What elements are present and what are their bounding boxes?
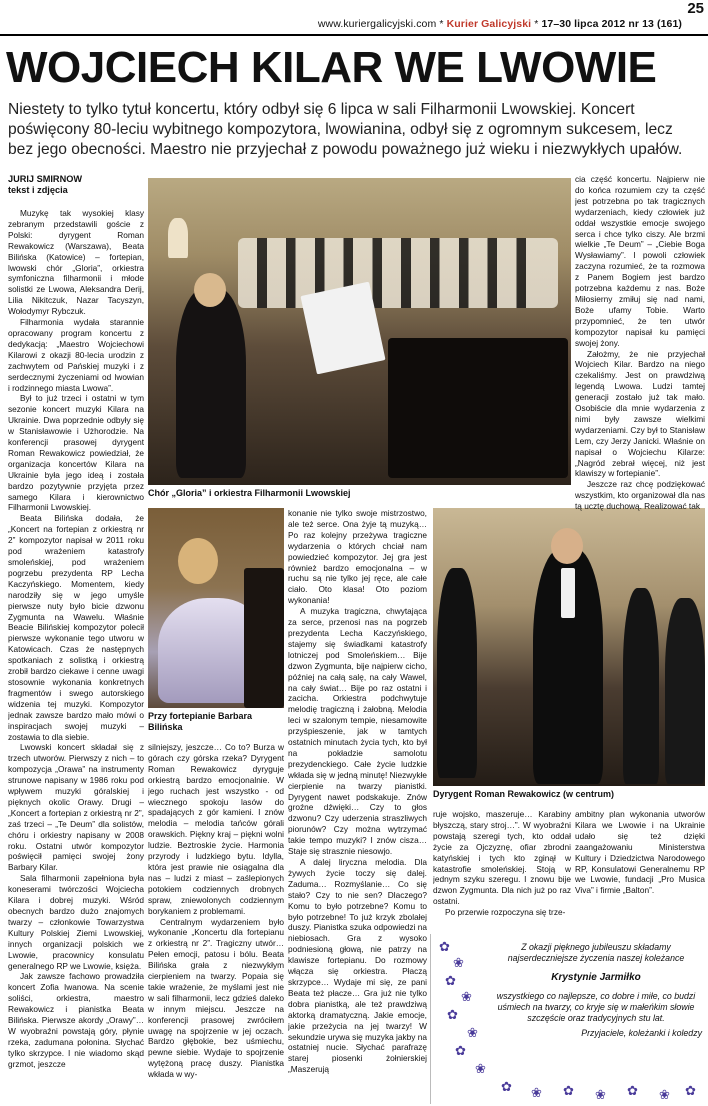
photo-shape xyxy=(176,288,246,478)
photo-caption: Przy fortepianie Barbara Bilińska xyxy=(148,711,253,732)
paragraph: Założmy, że nie przyjechał Wojciech Kilar. Bardzo na niego czekaliśmy. Jest on prawdziwą legendą Lwowa. Ludzi tamtej generacji zostało już tak mało. Osobiście dla mnie wydarzenia z nimi były zawsze wielkimi wydarzeniami. Czy był to Stanisław Lem, czy Jerzy Janicki. Właśnie on napisał o Wojciechu Kilarze: „Nagród zebrał więcej, niż jest klawiszy w fortepianie”. xyxy=(575,348,705,479)
greeting-signature: Przyjaciele, koleżanki i koledzy xyxy=(581,1028,702,1038)
paragraph: Jak zawsze fachowo prowadziła koncert Zofia Iwanowa. Na scenie soliści, orkiestra, maestro Rewakowicz i pianistka Beata Bilińska. Pierwsze akordy „Orawy”… W wyobraźni powstają góry, płynie rzeka, zadumana połonina. Słychać tylko skrzypce. I nie wiadomo skąd grzmot, jeszcze xyxy=(8,971,144,1069)
photo-shape xyxy=(623,588,659,784)
greeting-intro: Z okazji pięknego jubileuszu składamy najserdeczniejsze życzenia naszej koleżance xyxy=(507,942,685,963)
text-column-2 xyxy=(288,508,427,1103)
header-brand: Kurier Galicyjski xyxy=(446,18,532,30)
paragraph: Filharmonia wydała starannie opracowany program koncertu z dedykacją: „Maestro Wojciechowi Kilarowi z okazji 80-lecia urodzin z zachwytem od Pańskiej muzyki i z serdecznymi życzeniami od lwowian i rodzinnego miasta Lwowa”. xyxy=(8,317,144,393)
flower-ornament-icon: ❀ xyxy=(531,1085,542,1100)
photo-shape xyxy=(238,238,558,308)
flower-ornament-icon: ✿ xyxy=(455,1043,466,1058)
flower-ornament-icon: ✿ xyxy=(501,1079,512,1094)
photo-shape xyxy=(561,568,575,618)
byline-role: tekst i zdjęcia xyxy=(8,185,68,195)
greeting-text xyxy=(490,942,702,1039)
flower-ornament-icon: ❀ xyxy=(475,1061,486,1076)
running-header xyxy=(0,18,682,30)
paragraph: Sala filharmonii zapełniona była koneserami twórczości Wojciecha Kilara i dobrej muzyki. Wśród obecnych bardzo dużo znajomych twarzy – członkowie Towarzystwa Kultury Polskiej Ziemi Lwowskiej, innych organizacji polskich we Lwowie, pracownicy konsulatu generalnego RP we Lwowie, księża. xyxy=(8,873,144,971)
paragraph: A dalej liryczna melodia. Dla żywych życie toczy się dalej. Zaduma… Rozmyślanie… Co się stało? Czy to nie sen? Dlaczego? Komu to było potrzebne? Komu to było potrzebne! To już krzyk zbolałej duszy. Pianistka szuka odpowiedzi na niebiosach. Gra z wysoko podniesioną głową, nie patrzy na klawisze fortepianu. Do rozmowy włącza się orkiestra. Płaczą skrzypce… Wydaje mi się, ze pani Beata też płacze… Gra już nie tylko dobra pianistką, ale też prawdziwą aktorką dramatyczną. Jakie emocje, jakie przeżycia na jej twarzy! W sekundzie urywa się muzyka jakby na ostatniej nucie. Słychać parafrazę starej piosenki żołnierskiej „Maszerują xyxy=(288,857,427,1075)
paragraph: Po przerwie rozpoczyna się trze- xyxy=(445,907,566,918)
photo-shape xyxy=(194,273,226,307)
photo-shape xyxy=(665,598,705,784)
flower-ornament-icon: ✿ xyxy=(447,1007,458,1022)
photo-choir-orchestra xyxy=(148,178,571,485)
flower-ornament-icon: ❀ xyxy=(595,1087,606,1102)
article-title: WOJCIECH KILAR WE LWOWIE xyxy=(6,43,657,92)
flower-ornament-icon: ✿ xyxy=(439,939,450,954)
photo-shape xyxy=(388,338,568,478)
photo-pianist xyxy=(148,508,284,708)
paragraph: ambitny plan wykonania utworów Kilara we Lwowie i na Ukrainie udało się też dzięki zaangażowaniu Ministerstwa Kultury i Dziedzictwa Narodowego RP, Konsulatowi Generalnemu RP we Lwowie, fundacji „Pro Musica Viva” i firmie „Balton”. xyxy=(575,809,705,896)
paragraph: Był to już trzeci i ostatni w tym sezonie koncert muzyki Kilara na Ukrainie. Dwa poprzednie odbyły się w Stanisławowie i Użhorodzie. Na konferencji prasowej dyrygent Roman Rewakowicz powiedział, że organizacja koncertów Kilara na Ukrainie była jego ideą i została bardzo pozytywnie przyjęta przez samego Kilara i kierownictwo Filharmonii Lwowskiej. xyxy=(8,393,144,513)
photo-caption: Dyrygent Roman Rewakowicz (w centrum) xyxy=(433,789,615,799)
paragraph: konanie nie tylko swoje mistrzostwo, ale też serce. Ona żyje tą muzyką… Po raz kolejny przeżywa tragiczne wydarzenia o których chciał nam powiedzieć kompozytor. Jej gra jest również bardzo emocjonalna – w ruchu są nie tylko jej ręce, ale całe ciało. Oto klasa! Oto poziom wykonania! xyxy=(288,508,427,606)
paragraph: Beata Bilińska dodała, że „Koncert na fortepian z orkiestrą nr 2” kompozytor napisał w 2011 roku pod wrażeniem katastrofy smoleńskiej, pod wrażeniem pogrzebu prezydenta RP Lecha Kaczyńskiego. Momentem, kiedy narodziły się w jego umyśle pierwsze nuty było bicie dzwonu Zygmunta na Wawelu. Właśnie Beacie Bilińskiej kompozytor polecił pierwsze wykonanie tego utworu w Katowicach. Czas że następnych spotkaniach z solistką i orkiestrą zrobił bardzo ciekawe i cenne uwagi stosownie wykonania konkretnych fragmentów i swego autorskiego widzenia tej muzyki. Kompozytor jednak zawsze bardzo mało mówi o inspiracjach swojej muzyki – zostawia to dla siebie. xyxy=(8,513,144,742)
page-number: 25 xyxy=(687,0,704,17)
flower-ornament-icon: ✿ xyxy=(563,1083,574,1098)
greeting-name: Krystynie Jarmiłko xyxy=(551,972,641,983)
greeting-wishes: wszystkiego co najlepsze, co dobre i miłe, co budzi uśmiech na twarzy, co kryje się w małeńkim słowie szczęście oraz tradycyjnych stu lat. xyxy=(496,991,696,1023)
paragraph: Jeszcze raz chcę podziękować wszystkim, kto organizował dla nas tą ucztę duchową. Realizować tak xyxy=(575,479,705,512)
photo-shape xyxy=(244,568,284,708)
flower-ornament-icon: ❀ xyxy=(461,989,472,1004)
paragraph: ruje wojsko, maszeruje… Karabiny błyszczą, stary stroj…”. W wyobraźni powstają szeregi tych, kto oddał życie za Ojczyznę, ofiar zbrodni katyńskiej i tych kto zginął w katastrofie smoleńskiej. Stoją w jednym szyku szeregu. I znowu bije dzwon Zygmunta. Dla nich już po raz ostatni. xyxy=(433,809,571,907)
flower-ornament-icon: ❀ xyxy=(659,1087,670,1102)
paragraph: A muzyka tragiczna, chwytająca za serce, przenosi nas na pogrzeb prezydenta Lecha Kaczyńskiego, stajemy się świadkami katastrofy lotniczej pod Smoleńskiem… Bije dzwon Zygmunta, bije najpierw cicho, później na całą salę, na cały Wawel, na cały świat… Bije po raz ostatni i zacicha. Orkiestra podchwytuje melodię tragiczną i żałobną. Melodia leci w szalonym tempie, niesamowite przyśpieszenie, jak w tamtych ostatnich minutach życia tych, kto był na pokładzie samolotu prezydenckiego. Całe życie ludzkie wkłada się w jedną minutę! Niezwykłe cierpienie na twarzy pianistki. Dyrygent nawet podskakuje. Znów groźne dźwięki… Czy to głos dzwonu? Czy uderzenia straszliwych piorunów? Czy można wytrzymać takie tempo muzyki? I znów cisza… Staje się strasznie niesowjo. xyxy=(288,606,427,857)
header-site[interactable]: www.kuriergalicyjski.com xyxy=(317,18,437,30)
flower-ornament-icon: ✿ xyxy=(445,973,456,988)
flower-ornament-icon: ✿ xyxy=(685,1083,696,1098)
text-column-2a xyxy=(148,742,284,1103)
paragraph: Muzykę tak wysokiej klasy zebranym przedstawili goście z Polski: dyrygent Roman Rewakowicz (Warszawa), Beata Bilińska (Katowice) – fortepian, lwowski chór „Gloria”, orkiestra symfoniczna filharmonii i młode solistki ze Lwowa, Aleksandra Derij, Lilia Nikitczuk, Nazar Tacyszyn, Wołodymyr Rybczuk. xyxy=(8,208,144,317)
byline-author: JURIJ SMIRNOW xyxy=(8,174,83,184)
text-column-3 xyxy=(433,809,571,934)
text-column-5 xyxy=(575,174,705,536)
paragraph: Centralnym wydarzeniem było wykonanie „Koncertu dla fortepianu z orkiestrą nr 2”. Tragiczny utwór… Pełen emocji, patosu i bólu. Beata Bilińska grała z niezwykłym cierpieniem na twarzy. Popaia się takie wrażenie, że myślami jest nie w sali filharmonii, lecz gdzieś daleko w innym miejscu. Jeszcze na konferencji prasowej zwróciłem uwagę na spojrzenie w jej oczach. Bardzo głębokie, bez uśmiechu, pewne siebie. Wydaje to spojrzenie wytężoną pracę duszy. Pianistka wkłada w wy- xyxy=(148,916,284,1080)
byline xyxy=(8,174,143,196)
photo-caption: Chór „Gloria” i orkiestra Filharmonii Lwowskiej xyxy=(148,488,351,498)
header-issue: 17–30 lipca 2012 nr 13 (161) xyxy=(541,18,682,30)
paragraph: silniejszy, jeszcze… Co to? Burza w górach czy górska rzeka? Dyrygent Roman Rewakowicz dyryguje orkiestrą bardzo emocjonalnie. W jego ruchach jest wszystko - od wiecznego spokoju lasów do spadających z gór kamieni. I znów melodia – melodia tańców górali orawskich. Piękny kraj – piękni wolni ludzie. Beztroskie życie. Harmonia przyrody i ludzkiego bytu. Idylla, która jest prawie nie osiągalna dla nas – ludzi z miast – zaślepionych potokiem codziennych drobnych spraw, zniewolonych codziennym borykaniem z problemami. xyxy=(148,742,284,916)
paragraph: Lwowski koncert składał się z trzech utworów. Pierwszy z nich – to kompozycja „Orawa” na instrumenty strunowe napisany w 1986 roku pod wpływem muzyki góralskiej i pięknych okolic Orawy. Drugi – „Koncert a fortepian z orkiestrą nr 2”, zaś trzeci – „Te Deum” dla solistów, chóru i orkiestry napisany w 2008 roku. Ostatni utwór kompozytor poświęcił pamięci swojej żony Barbary Kilar. xyxy=(8,742,144,873)
flower-ornament-icon: ❀ xyxy=(453,955,464,970)
paragraph: cia część koncertu. Najpierw nie do końca rozumiem czy ta część jest potrzebna po tak tragicznych wydarzeniach, kiedy człowiek już oddał wszystkie emocje swojego serca i chce tylko ciszy. Ale brzmi wielkie „Te Deum” – „Ciebie Boga Wysławiamy”. I powoli człowiek zaczyna rozumieć, że ta rozmowa z Panem Bogiem jest bardzo potrzebna każdemu z nas. Boże Miłosierny zmiłuj się nad nami, Boże ufamy Tobie. Warto przypomnieć, że ten utwór kompozytor napisał ku pamięci swojej żony. xyxy=(575,174,705,348)
photo-shape xyxy=(178,538,218,584)
flower-ornament-icon: ✿ xyxy=(627,1083,638,1098)
text-column-1 xyxy=(8,208,144,1103)
article-lead: Niestety to tylko tytuł koncertu, który odbył się 6 lipca w sali Filharmonii Lwowskiej. Koncert poświęcony 80-leciu wybitnego kompozytora, lwowianina, odbył się z ogromnym sukcesem, lecz bez jego obecności. Maestro nie przyjechał z powodu poważnego już wieku i niezwykłych upałów. xyxy=(8,101,683,158)
photo-shape xyxy=(168,218,188,258)
photo-conductor xyxy=(433,508,705,786)
header-separator-star: * xyxy=(439,18,447,30)
header-rule xyxy=(0,34,708,36)
flower-ornament-icon: ❀ xyxy=(467,1025,478,1040)
header-separator-star: * xyxy=(534,18,542,30)
text-column-4 xyxy=(575,809,705,934)
photo-shape xyxy=(437,568,477,778)
